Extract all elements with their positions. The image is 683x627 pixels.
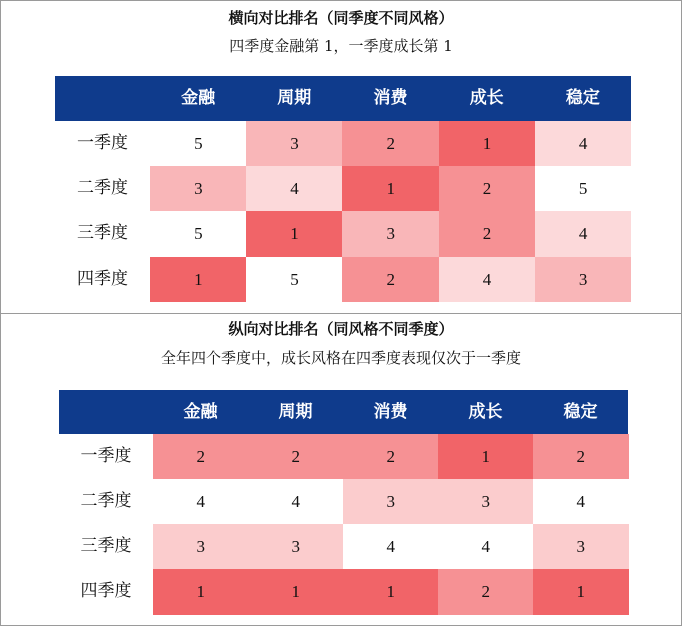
row-label: 一季度 [80,446,132,466]
column-header: 金融 [183,402,218,422]
row-label: 二季度 [80,491,132,511]
column-header: 周期 [277,88,312,108]
rank-cell: 3 [342,211,439,257]
rank-cell: 3 [438,479,534,525]
rank-cell: 1 [533,569,629,615]
rank-cell: 4 [533,479,629,525]
rank-cell: 4 [535,121,632,167]
rank-cell: 1 [342,166,439,212]
rank-cell: 5 [246,257,343,303]
column-header: 稳定 [563,402,598,422]
column-header: 周期 [278,402,313,422]
rank-cell: 2 [439,211,536,257]
rank-cell: 2 [153,434,249,480]
rank-cell: 4 [343,524,439,570]
row-label: 三季度 [77,223,128,244]
rank-cell: 1 [343,569,439,615]
row-label: 一季度 [77,133,128,153]
rank-cell: 1 [438,434,534,480]
rank-cell: 3 [535,257,632,303]
rank-cell: 1 [153,569,249,615]
rank-cell: 2 [342,121,439,167]
panel2-subtitle: 全年四个季度中，成长风格在四季度表现仅次于一季度 [160,349,521,367]
rank-cell: 2 [343,434,439,480]
rank-cell: 2 [533,434,629,480]
rank-cell: 1 [439,121,536,167]
rank-cell: 2 [248,434,344,480]
rank-cell: 3 [246,121,343,167]
rank-cell: 4 [248,479,344,525]
column-header: 消费 [373,88,408,108]
column-header: 金融 [181,88,216,108]
rank-cell: 5 [150,121,247,167]
panel2-title: 纵向对比排名（同风格不同季度） [228,320,454,338]
column-header: 成长 [468,402,503,422]
rank-cell: 3 [153,524,249,570]
rank-cell: 4 [535,211,632,257]
column-header: 稳定 [565,88,600,108]
rank-cell: 4 [246,166,343,212]
row-label: 二季度 [77,178,128,199]
rank-cell: 3 [533,524,629,570]
vertical-ranking-panel [0,313,682,626]
rank-cell: 3 [248,524,344,570]
rank-cell: 5 [535,166,632,212]
rank-cell: 5 [150,211,247,257]
rank-cell: 3 [150,166,247,212]
rank-cell: 2 [438,569,534,615]
column-header: 消费 [373,402,408,422]
rank-cell: 2 [342,257,439,303]
rank-cell: 4 [153,479,249,525]
rank-cell: 1 [246,211,343,257]
column-header: 成长 [469,88,504,108]
panel1-subtitle: 四季度金融第 1，一季度成长第 1 [229,37,453,55]
panel1-title: 横向对比排名（同季度不同风格） [228,9,454,27]
row-label: 四季度 [77,268,128,289]
rank-cell: 4 [438,524,534,570]
rank-cell: 2 [439,166,536,212]
row-label: 三季度 [80,536,132,556]
rank-cell: 1 [150,257,247,303]
rank-cell: 3 [343,479,439,525]
rank-cell: 1 [248,569,344,615]
row-label: 四季度 [80,581,132,601]
rank-cell: 4 [439,257,536,303]
